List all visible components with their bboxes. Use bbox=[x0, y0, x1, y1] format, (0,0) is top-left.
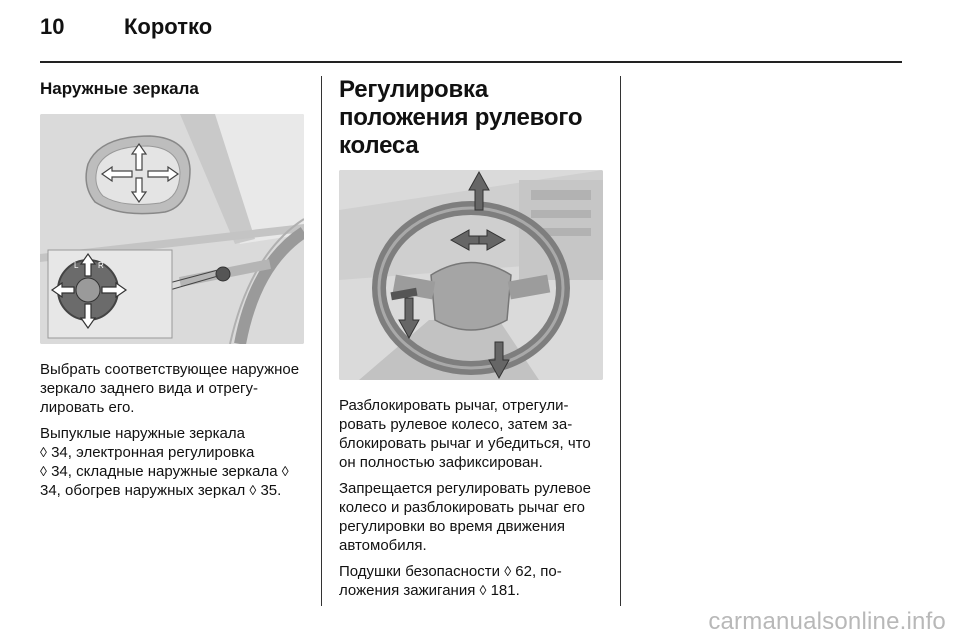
mirror-illustration bbox=[40, 114, 304, 344]
steering-wheel-illustration bbox=[339, 170, 603, 380]
header-rule bbox=[40, 61, 902, 63]
page-ref-icon: ◊ bbox=[40, 444, 47, 460]
steering-references bbox=[339, 562, 605, 600]
ref-convex-mirrors: Выпуклые наружные зеркала bbox=[40, 425, 245, 442]
column-divider bbox=[620, 76, 621, 606]
svg-text:R: R bbox=[98, 261, 104, 270]
mirror-instruction: Выбрать соответствующее наружное зеркало заднего вида и отрегулировать его. bbox=[40, 361, 300, 416]
watermark: carmanualsonline.info bbox=[708, 608, 946, 635]
column-divider bbox=[321, 76, 322, 606]
steering-instruction: Разблокировать рычаг, отрегулировать рулевое колесо, затем заблокировать рычаг и убедиться, что он полностью зафиксирован. bbox=[339, 397, 591, 471]
page-ref-icon: ◊ bbox=[249, 482, 257, 498]
page-number: 10 bbox=[40, 14, 65, 39]
heading-exterior-mirrors: Наружные зеркала bbox=[40, 79, 199, 98]
heading-steering-wheel: Регулировка положения рулевого колеса bbox=[339, 76, 583, 159]
ref-heated-page: 35. bbox=[260, 482, 282, 499]
steering-warning: Запрещается регулировать рулевое колесо и разблокировать рычаг его регулировки во время движения автомобиля. bbox=[339, 480, 591, 554]
ref-heated-mirrors: 34, обогрев наружных зеркал bbox=[40, 482, 246, 499]
section-title: Коротко bbox=[124, 14, 213, 39]
ref-ignition-page: 181. bbox=[490, 582, 520, 599]
page-ref-icon: ◊ bbox=[504, 563, 512, 579]
column-mirrors bbox=[40, 76, 304, 507]
page-ref-icon: ◊ bbox=[281, 463, 289, 479]
page-ref-icon: ◊ bbox=[40, 463, 47, 479]
ref-airbags: Подушки безопасности bbox=[339, 563, 501, 580]
ref-ignition-positions: 62, положения зажигания bbox=[339, 563, 562, 599]
page-ref-icon: ◊ bbox=[479, 582, 487, 598]
svg-text:L: L bbox=[74, 261, 79, 270]
ref-folding-mirrors: 34, складные наружные зеркала bbox=[51, 463, 278, 480]
column-steering bbox=[339, 76, 605, 607]
mirror-references bbox=[40, 424, 304, 500]
ref-electric-adjustment: 34, электронная регулировка bbox=[51, 444, 255, 461]
